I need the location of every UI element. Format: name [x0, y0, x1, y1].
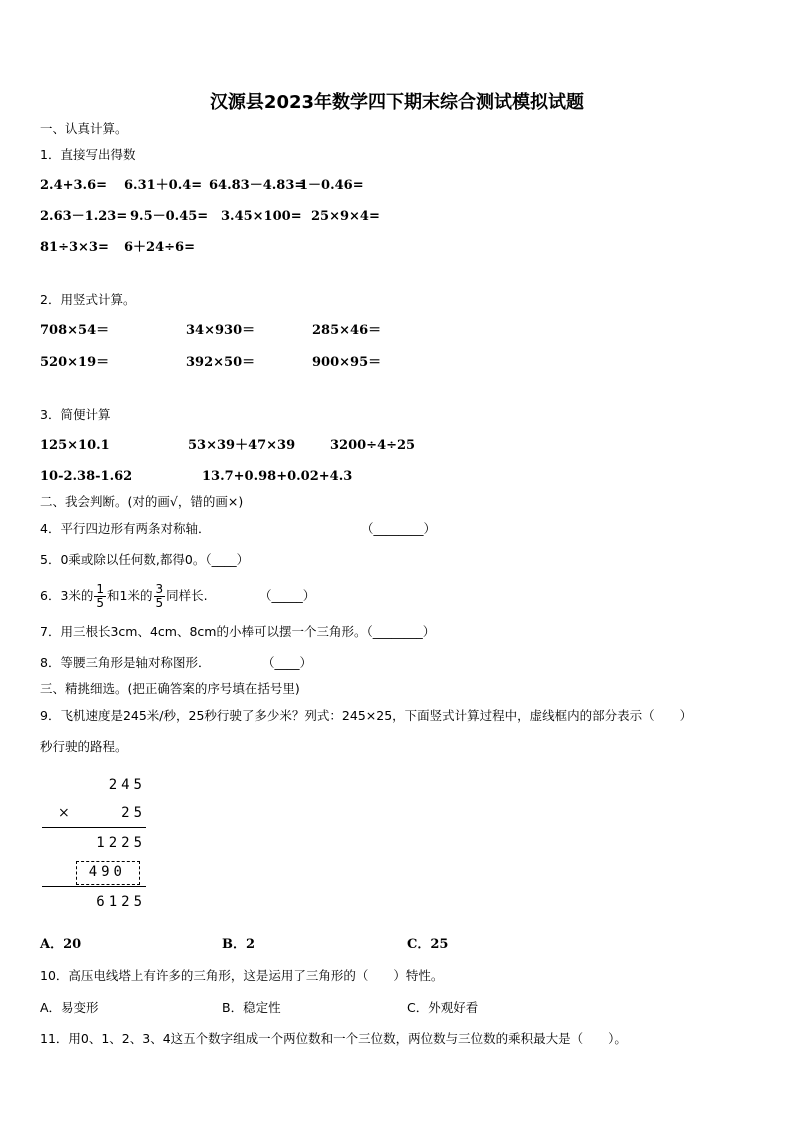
- q6-fraction-2: [154, 583, 166, 610]
- fraction-denominator: 5: [155, 596, 164, 610]
- q1-item: 25×9×4=: [311, 209, 380, 224]
- q1-item: 6.31＋0.4=: [124, 178, 203, 193]
- q9-option-c[interactable]: C．25: [407, 937, 449, 952]
- q2-item: 392×50＝: [186, 355, 256, 370]
- q9-option-b[interactable]: B．2: [222, 937, 256, 952]
- q9-option-a[interactable]: A．20: [40, 937, 82, 952]
- calc-partial-product-2: 490: [88, 864, 126, 880]
- calc-rule: [42, 886, 146, 887]
- section-2-heading: 二、我会判断。(对的画√，错的画×): [40, 494, 244, 509]
- q6-text: [40, 578, 208, 614]
- q4-answer-blank[interactable]: （________）: [361, 521, 437, 536]
- q1-item: 2.63－1.23=: [40, 209, 128, 224]
- section-1-heading: 一、认真计算。: [40, 121, 128, 136]
- q9-text-line2: 秒行驶的路程。: [40, 739, 128, 754]
- section-3-heading: 三、精挑细选。(把正确答案的序号填在括号里): [40, 681, 300, 696]
- q6-prefix: 6．3米的: [40, 588, 94, 603]
- q1-item: 64.83－4.83=: [209, 178, 306, 193]
- q1-item: 9.5－0.45=: [130, 209, 209, 224]
- calc-partial-product-1: 1225: [96, 835, 146, 851]
- calc-multiplicand: 245: [108, 777, 146, 793]
- q1-label: 1．直接写出得数: [40, 147, 136, 162]
- q1-item: 1－0.46=: [299, 178, 364, 193]
- q10-option-b[interactable]: B．稳定性: [222, 1000, 281, 1015]
- q4-text: 4．平行四边形有两条对称轴．: [40, 521, 211, 536]
- q2-item: 520×19＝: [40, 355, 110, 370]
- q10-option-c[interactable]: C．外观好看: [407, 1000, 479, 1015]
- q2-item: 708×54＝: [40, 323, 110, 338]
- q6-fraction-1: [94, 583, 106, 610]
- calc-rule: [42, 827, 146, 828]
- q3-item: 13.7+0.98+0.02+4.3: [202, 469, 353, 484]
- q9-text-line1: 9．飞机速度是245米/秒，25秒行驶了多少米？列式：245×25，下面竖式计算过程中，虚线框内的部分表示（ ）: [40, 708, 693, 723]
- q5-text: 5．0乘或除以任何数,都得0。（____）: [40, 552, 250, 567]
- q10-option-a[interactable]: A．易变形: [40, 1000, 99, 1015]
- q3-item: 125×10.1: [40, 438, 110, 453]
- calc-multiplier: 25: [121, 805, 146, 821]
- q3-label: 3．简便计算: [40, 407, 111, 422]
- fraction-numerator: 1: [96, 582, 105, 596]
- q11-text: 11．用0、1、2、3、4这五个数字组成一个两位数和一个三位数，两位数与三位数的乘积最大是（ ）。: [40, 1031, 627, 1046]
- q1-item: 6＋24÷6=: [124, 240, 195, 255]
- q3-item: 3200÷4÷25: [330, 438, 416, 453]
- calc-product: 6125: [96, 894, 146, 910]
- q1-item: 3.45×100=: [221, 209, 302, 224]
- q1-item: 2.4+3.6=: [40, 178, 108, 193]
- q2-item: 900×95＝: [312, 355, 382, 370]
- q6-suffix: 同样长.: [166, 588, 208, 603]
- q6-middle: 和1米的: [107, 588, 153, 603]
- q2-item: 285×46＝: [312, 323, 382, 338]
- q10-text: 10．高压电线塔上有许多的三角形，这是运用了三角形的（ ）特性。: [40, 968, 444, 983]
- q7-text: 7．用三根长3cm、4cm、8cm的小棒可以摆一个三角形。（________）: [40, 624, 436, 639]
- page-title: 汉源县2023年数学四下期末综合测试模拟试题: [209, 92, 585, 113]
- q8-text: 8．等腰三角形是轴对称图形．: [40, 655, 211, 670]
- times-sign: ×: [58, 805, 70, 821]
- fraction-numerator: 3: [155, 582, 164, 596]
- q6-answer-blank[interactable]: （_____）: [259, 588, 316, 603]
- vertical-multiplication: [40, 772, 160, 917]
- q3-item: 53×39＋47×39: [188, 438, 296, 453]
- q1-item: 81÷3×3=: [40, 240, 109, 255]
- q3-item: 10-2.38-1.62: [40, 469, 133, 484]
- q2-label: 2．用竖式计算。: [40, 292, 136, 307]
- q2-item: 34×930＝: [186, 323, 256, 338]
- q8-answer-blank[interactable]: （____）: [262, 655, 313, 670]
- fraction-denominator: 5: [96, 596, 105, 610]
